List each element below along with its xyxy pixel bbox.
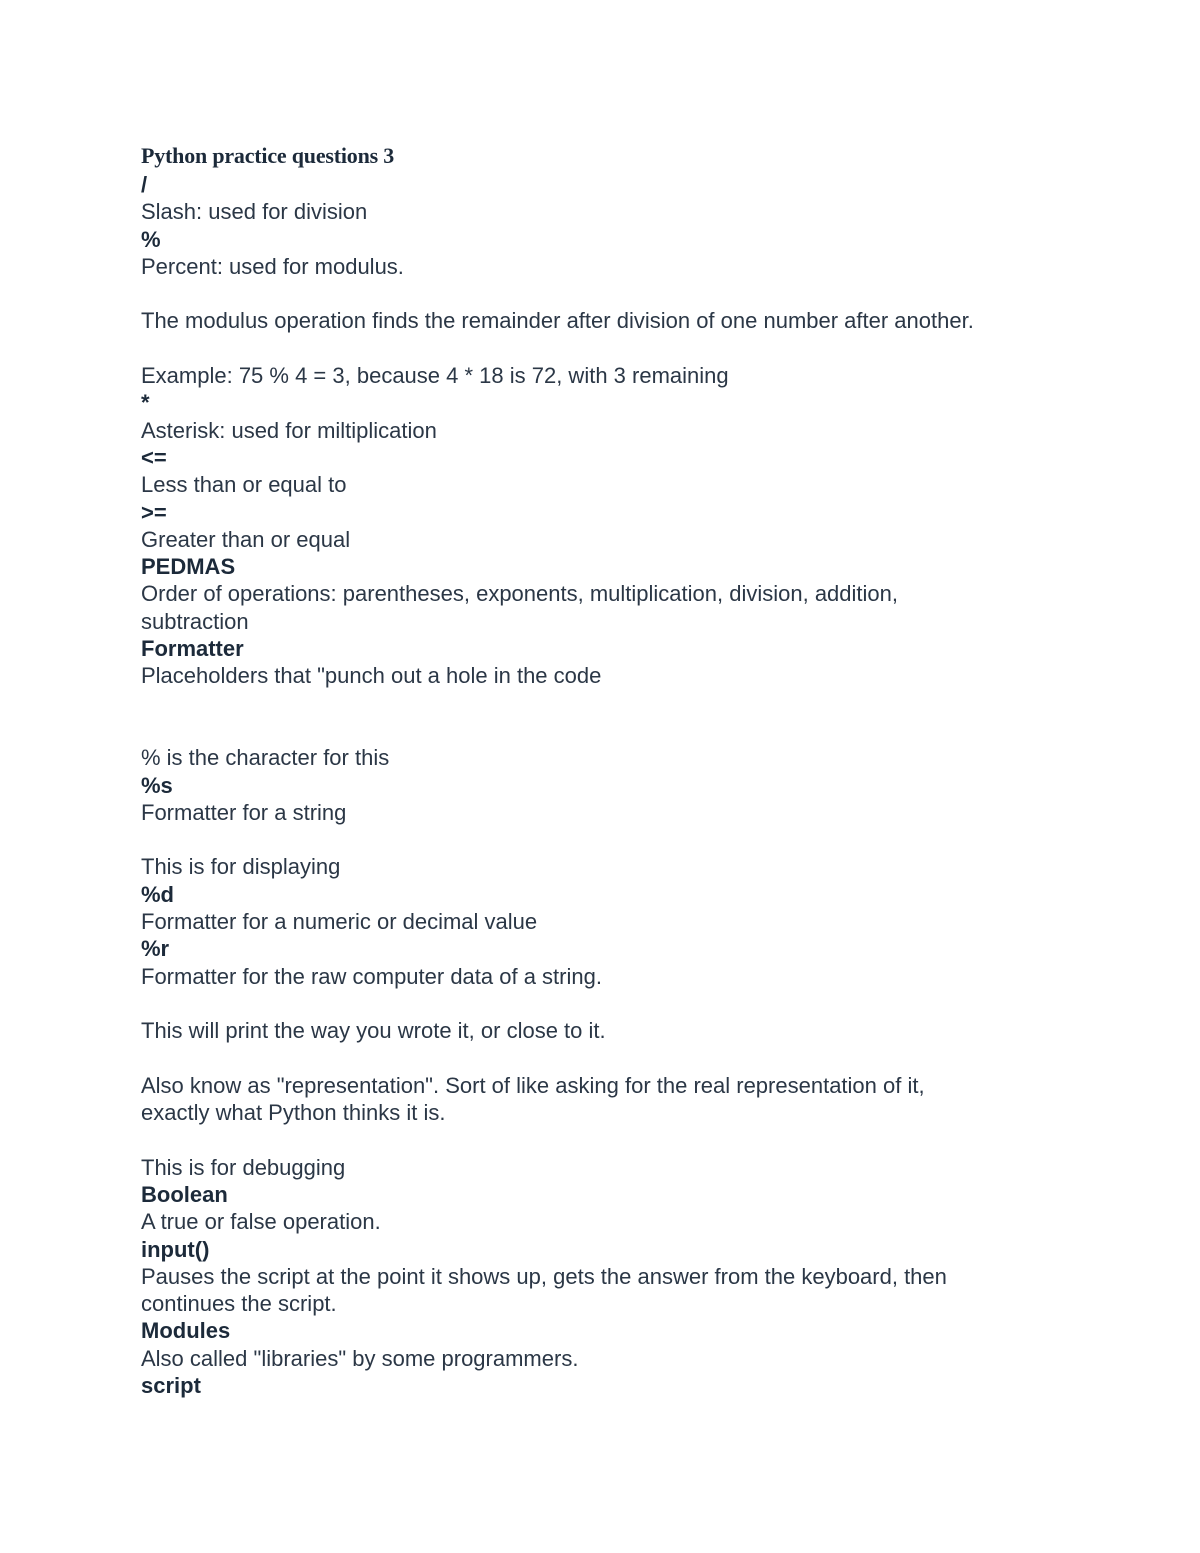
document-body [141,171,1041,1399]
definition-text: This will print the way you wrote it, or close to it. [141,1018,606,1044]
definition-text: Percent: used for modulus. [141,253,404,279]
term-heading: script [141,1373,201,1399]
definition-text: Also called "libraries" by some programmers. [141,1345,579,1371]
definition-text: Slash: used for division [141,199,368,225]
blank-line [141,280,1041,307]
definition-text: Formatter for a numeric or decimal value [141,909,538,935]
blank-line [141,826,1041,853]
definition-text: Order of operations: parentheses, exponents, multiplication, division, addition, [141,581,898,607]
definition-text: Less than or equal to [141,472,347,498]
blank-line [141,1126,1041,1153]
definition-text: A true or false operation. [141,1209,381,1235]
definition-text: Pauses the script at the point it shows up, gets the answer from the keyboard, then [141,1263,947,1289]
definition-text: Placeholders that "punch out a hole in the code [141,663,602,689]
definition-text: Also know as "representation". Sort of like asking for the real representation of it, [141,1072,925,1098]
term-heading: PEDMAS [141,554,236,580]
blank-line [141,335,1041,362]
document-title: Python practice questions 3 [141,143,395,168]
term-heading: %d [141,881,174,907]
definition-text: This is for debugging [141,1154,346,1180]
blank-line [141,690,1041,745]
term-heading: % [141,226,161,252]
term-heading: >= [141,499,167,525]
blank-line [141,1045,1041,1072]
definition-text: Formatter for a string [141,799,347,825]
definition-text: subtraction [141,608,249,634]
blank-line [141,990,1041,1017]
definition-text: The modulus operation finds the remainder after division of one number after another. [141,308,974,334]
definition-text: Example: 75 % 4 = 3, because 4 * 18 is 72, with 3 remaining [141,363,729,389]
term-heading: Modules [141,1318,231,1344]
term-heading: <= [141,444,167,470]
definition-text: Asterisk: used for miltiplication [141,417,437,443]
definition-text: % is the character for this [141,745,390,771]
document-page [141,140,1041,1399]
definition-text: exactly what Python thinks it is. [141,1100,446,1126]
term-heading: Formatter [141,636,244,662]
definition-text: Formatter for the raw computer data of a string. [141,963,602,989]
term-heading: input() [141,1236,210,1262]
definition-text: Greater than or equal [141,526,351,552]
term-heading: Boolean [141,1181,228,1207]
term-heading: %s [141,772,173,798]
term-heading: %r [141,936,170,962]
term-heading: / [141,172,148,197]
definition-text: This is for displaying [141,854,341,880]
term-heading: * [141,390,150,416]
definition-text: continues the script. [141,1291,337,1317]
